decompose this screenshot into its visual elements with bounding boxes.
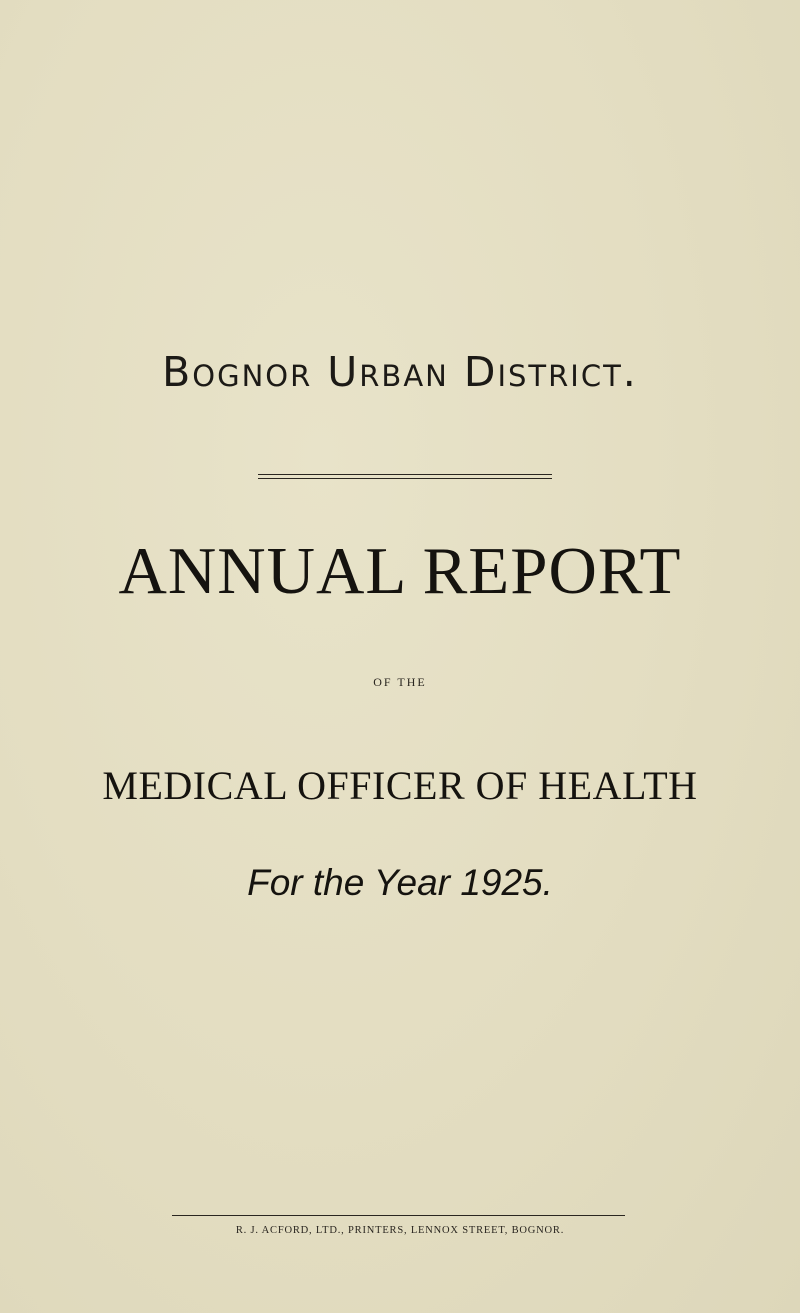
- imprint-divider-rule: [172, 1215, 625, 1216]
- report-subtitle: MEDICAL OFFICER OF HEALTH: [102, 763, 698, 808]
- printer-imprint: R. J. ACFORD, LTD., PRINTERS, LENNOX STREET, BOGNOR.: [235, 1225, 565, 1236]
- district-name: Bognor Urban District.: [162, 348, 638, 396]
- of-the-connector: OF THE: [373, 675, 427, 689]
- report-title: ANNUAL REPORT: [118, 534, 682, 608]
- double-divider-rule: [258, 474, 552, 479]
- report-year: For the Year 1925.: [247, 862, 553, 903]
